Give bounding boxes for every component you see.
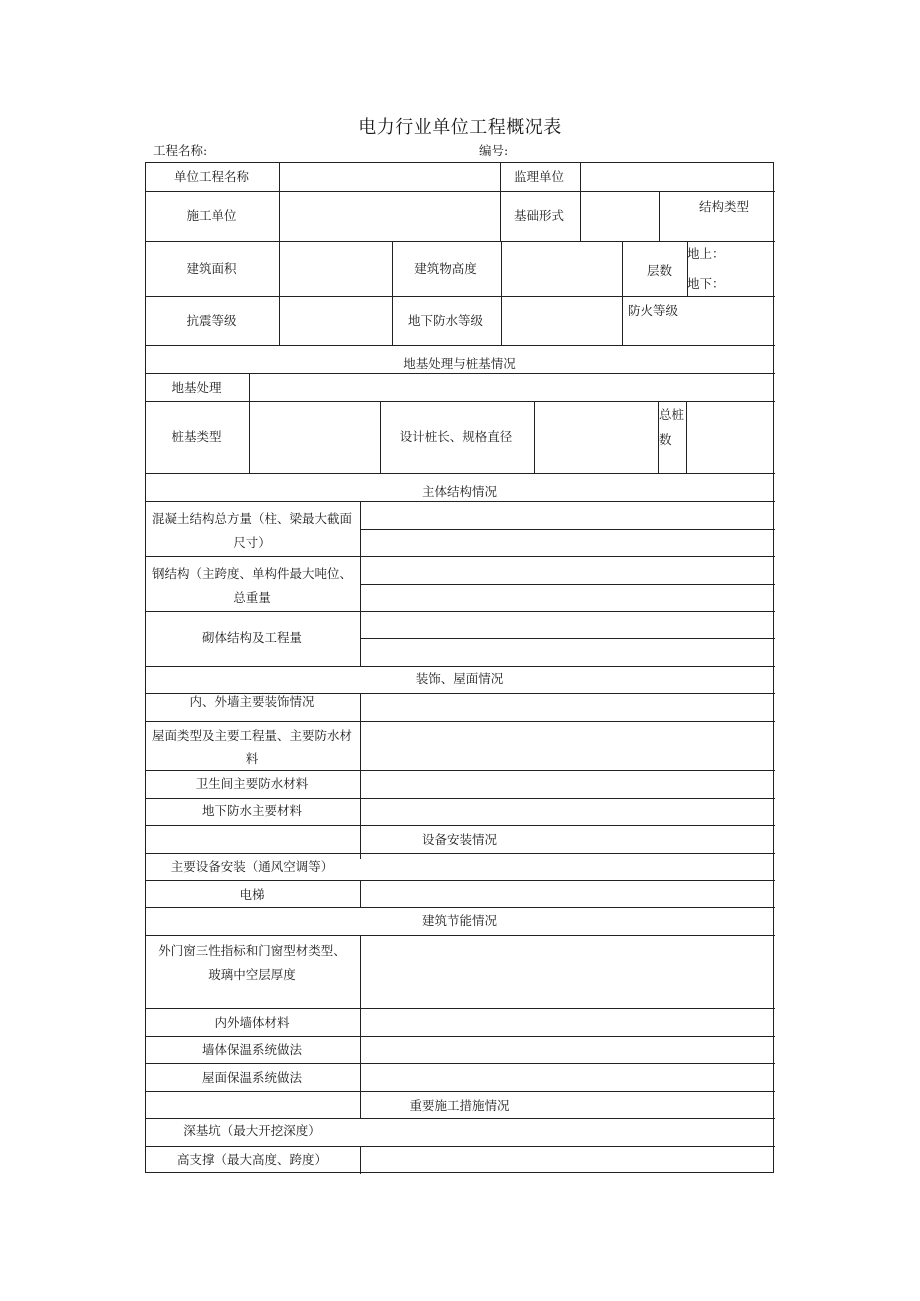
row-line bbox=[146, 1146, 775, 1147]
heading-energy: 建筑节能情况 bbox=[421, 913, 497, 928]
label-construction-unit: 施工单位 bbox=[186, 208, 237, 223]
label-bathroom: 卫生间主要防水材料 bbox=[195, 776, 309, 791]
label-wall-insulation: 墙体保温系统做法 bbox=[201, 1042, 302, 1057]
row-line bbox=[146, 1118, 775, 1119]
label-windows-line1: 外门窗三性指标和门窗型材类型、 bbox=[158, 943, 346, 958]
label-roof-line1: 屋面类型及主要工程量、主要防水材 bbox=[151, 728, 352, 743]
label-ground-treatment: 地基处理 bbox=[171, 380, 222, 395]
row-line bbox=[146, 935, 775, 936]
label-seismic-grade: 抗震等级 bbox=[186, 313, 237, 328]
label-floors: 层数 bbox=[647, 263, 673, 278]
col-line bbox=[360, 1146, 361, 1174]
label-roof-insulation: 屋面保温系统做法 bbox=[201, 1070, 302, 1085]
heading-equipment: 设备安装情况 bbox=[421, 832, 497, 847]
label-below-ground: 地下： bbox=[687, 276, 725, 291]
row-line bbox=[146, 373, 775, 374]
col-line bbox=[501, 241, 502, 346]
row-line bbox=[146, 721, 775, 722]
row-line bbox=[146, 798, 775, 799]
heading-main-structure: 主体结构情况 bbox=[421, 484, 497, 499]
label-total-piles-line1: 总桩 bbox=[659, 407, 685, 422]
label-wall-materials: 内外墙体材料 bbox=[214, 1015, 290, 1030]
col-line bbox=[279, 163, 280, 346]
label-roof-line2: 料 bbox=[245, 751, 259, 766]
col-line bbox=[686, 401, 687, 474]
label-building-area: 建筑面积 bbox=[186, 261, 237, 276]
label-foundation-form: 基础形式 bbox=[513, 208, 564, 223]
label-building-height: 建筑物高度 bbox=[414, 261, 477, 276]
row-line bbox=[146, 1036, 775, 1037]
label-deep-pit: 深基坑（最大开挖深度） bbox=[183, 1123, 321, 1138]
label-elevator: 电梯 bbox=[239, 887, 265, 902]
heading-decoration: 装饰、屋面情况 bbox=[415, 671, 504, 686]
row-line bbox=[146, 853, 775, 854]
col-line bbox=[360, 880, 361, 908]
label-steel-line2: 总重量 bbox=[233, 590, 271, 605]
label-structure-type: 结构类型 bbox=[699, 199, 750, 214]
number-label: 编号: bbox=[479, 143, 509, 158]
row-line bbox=[146, 880, 775, 881]
col-line bbox=[580, 163, 581, 241]
row-line bbox=[146, 1091, 775, 1092]
label-unit-project-name: 单位工程名称 bbox=[173, 169, 249, 184]
row-line bbox=[360, 529, 775, 530]
row-line bbox=[146, 1008, 775, 1009]
row-line bbox=[360, 584, 775, 585]
label-total-piles-line2: 数 bbox=[659, 432, 672, 447]
row-line bbox=[146, 825, 775, 826]
project-name-label: 工程名称: bbox=[153, 143, 208, 158]
col-line bbox=[360, 501, 361, 666]
label-fire-grade: 防火等级 bbox=[628, 303, 679, 318]
row-line bbox=[146, 611, 775, 612]
row-line bbox=[146, 1063, 775, 1064]
row-line bbox=[146, 191, 775, 192]
label-above-ground: 地上： bbox=[687, 246, 725, 261]
label-design-pile: 设计桩长、规格直径 bbox=[399, 429, 513, 444]
col-line bbox=[659, 191, 660, 241]
row-line bbox=[146, 907, 775, 908]
label-walls: 内、外墙主要装饰情况 bbox=[189, 694, 315, 709]
label-supervision-unit: 监理单位 bbox=[513, 169, 564, 184]
col-line bbox=[392, 241, 393, 346]
row-line bbox=[146, 296, 775, 297]
document-title: 电力行业单位工程概况表 bbox=[358, 117, 562, 138]
row-line bbox=[146, 345, 775, 346]
col-line bbox=[622, 241, 623, 346]
col-line bbox=[249, 373, 250, 474]
label-concrete-line1: 混凝土结构总方量（柱、梁最大截面 bbox=[151, 511, 352, 526]
label-main-equipment: 主要设备安装（通风空调等） bbox=[170, 859, 334, 874]
heading-measures: 重要施工措施情况 bbox=[409, 1098, 510, 1113]
row-line bbox=[146, 241, 775, 242]
label-masonry: 砌体结构及工程量 bbox=[201, 630, 302, 645]
label-underground-material: 地下防水主要材料 bbox=[201, 803, 302, 818]
row-line bbox=[146, 501, 775, 502]
row-line bbox=[146, 666, 775, 667]
label-steel-line1: 钢结构（主跨度、单构件最大吨位、 bbox=[151, 566, 352, 581]
label-windows-line2: 玻璃中空层厚度 bbox=[208, 967, 296, 982]
col-line bbox=[360, 935, 361, 1119]
col-line bbox=[534, 401, 535, 474]
heading-foundation: 地基处理与桩基情况 bbox=[403, 356, 516, 371]
label-high-support: 高支撑（最大高度、跨度） bbox=[176, 1152, 327, 1167]
row-line bbox=[146, 770, 775, 771]
label-concrete-line2: 尺寸） bbox=[233, 535, 271, 550]
row-line bbox=[360, 638, 775, 639]
row-line bbox=[146, 401, 775, 402]
row-line bbox=[146, 473, 775, 474]
label-underground-waterproof-grade: 地下防水等级 bbox=[407, 313, 483, 328]
row-line bbox=[146, 556, 775, 557]
label-pile-type: 桩基类型 bbox=[171, 429, 222, 444]
